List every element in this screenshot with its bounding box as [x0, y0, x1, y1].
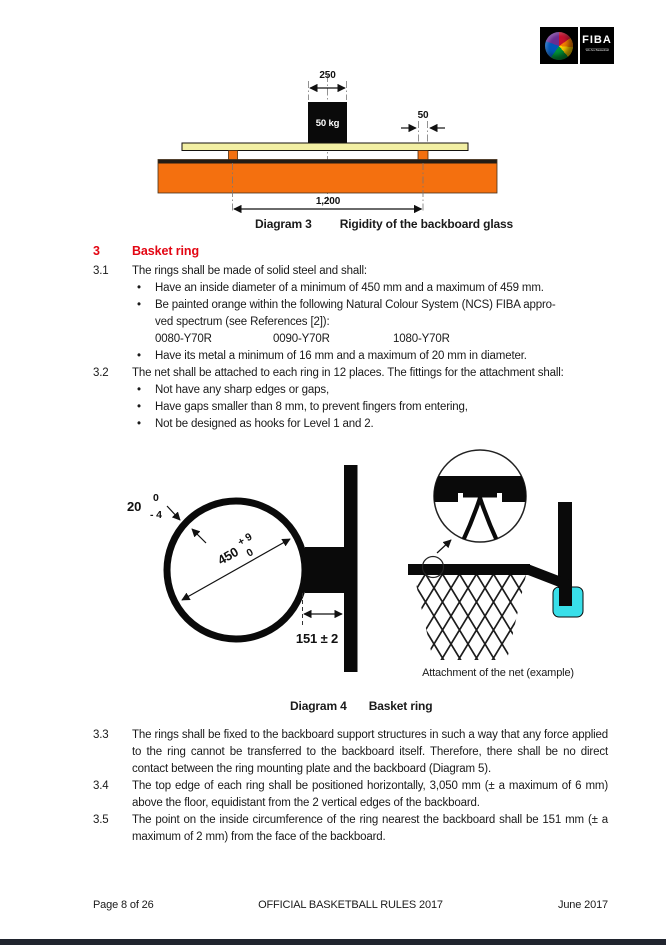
bullet-text: Have gaps smaller than 8 mm, to prevent fingers from entering, — [155, 401, 468, 413]
section-title: Basket ring — [132, 244, 199, 258]
diagram3-caption — [255, 217, 513, 231]
diagram3-caption-text: Rigidity of the backboard glass — [339, 217, 514, 231]
diagram4-ring-figure — [120, 450, 370, 685]
bullet-text: Not have any sharp edges or gaps, — [155, 384, 330, 396]
backboard-bar — [558, 502, 572, 588]
dim-label-450-tol-top: + 9 — [235, 530, 255, 549]
ncs-code: 0080-Y70R — [155, 333, 212, 345]
bullet-text-line1: Be painted orange within the following Natural Colour System (NCS) FIBA appro- — [155, 299, 556, 311]
rule-text: The rings shall be made of solid steel and shall: — [132, 265, 367, 277]
section-heading — [93, 243, 608, 260]
footer-title: OFFICIAL BASKETBALL RULES 2017 — [258, 899, 443, 911]
rule-number: 3.2 — [93, 367, 109, 379]
bullet-text: Have its metal a minimum of 16 mm and a maximum of 20 mm in diameter. — [155, 350, 527, 362]
ncs-code: 1080-Y70R — [393, 333, 450, 345]
diagram4-net-figure — [400, 448, 600, 663]
fiba-tagline: We Are Basketball — [585, 49, 609, 52]
bullet-item — [132, 348, 608, 365]
ncs-codes-row — [155, 331, 608, 348]
diagram4-caption-label: Diagram 4 — [290, 699, 347, 713]
rule-text: The point on the inside circumference of the ring nearest the backboard shall be 151 mm (± a maximum of 2 mm) from the face of the backboard. — [132, 814, 608, 843]
bullet-item — [132, 382, 608, 399]
dim-label-450-tol-bottom: 0 — [244, 546, 256, 560]
attachment-caption: Attachment of the net (example) — [422, 667, 574, 679]
dim-label-151: 151 ± 2 — [295, 631, 339, 646]
net-mesh — [408, 575, 533, 663]
dim-label-250: 250 — [319, 70, 336, 81]
diagram3-figure — [150, 63, 520, 215]
rules-section-bottom — [93, 727, 608, 846]
weight-label: 50 kg — [315, 118, 340, 129]
base-top-stripe — [158, 160, 497, 164]
bullet-text: Have an inside diameter of a minimum of 450 mm and a maximum of 459 mm. — [155, 282, 544, 294]
dim-label-450: 450 — [214, 544, 241, 568]
bullet-dot: • — [137, 350, 141, 362]
rule-number: 3.3 — [93, 729, 109, 741]
rule-3-5 — [93, 812, 608, 846]
glass-panel — [182, 143, 468, 151]
rule-text: The rings shall be fixed to the backboard support structures in such a way that any force applied to the ring cannot be transferred to the backboard itself. Therefore, there shall be no direct contact between the ring mounting plate and the backboard (Diagram 5). — [132, 729, 608, 775]
dim-arrow-diameter — [182, 539, 290, 600]
ncs-code: 0090-Y70R — [273, 333, 330, 345]
bullet-dot: • — [137, 401, 141, 413]
bullet-item — [132, 297, 608, 348]
callout-arrow — [437, 540, 451, 553]
diagram3-caption-label: Diagram 3 — [255, 217, 312, 231]
bullet-item — [132, 416, 608, 433]
dim-label-50: 50 — [417, 110, 429, 121]
dim-label-1200: 1,200 — [315, 196, 341, 207]
fiba-logo — [540, 27, 614, 64]
section-number: 3 — [93, 244, 100, 258]
diagram4-caption-text: Basket ring — [368, 699, 433, 713]
support-left — [229, 151, 238, 161]
footer-date: June 2017 — [557, 899, 608, 911]
rule-3-2 — [93, 365, 608, 433]
bottom-bar — [0, 939, 666, 945]
fiba-globe-icon — [545, 32, 573, 60]
dim-label-20-tol-top: 0 — [153, 492, 159, 504]
bullet-dot: • — [137, 418, 141, 430]
fiba-wordmark-box — [580, 27, 614, 64]
bullet-item — [132, 280, 608, 297]
bullet-dot: • — [137, 299, 141, 311]
fiba-globe-box — [540, 27, 578, 64]
rule-text: The net shall be attached to each ring in 12 places. The fittings for the attachment shall: — [132, 367, 564, 379]
footer-page-number: Page 8 of 26 — [93, 899, 154, 911]
diagram4-caption — [290, 699, 432, 713]
dim-label-20-tol-bottom: - 4 — [150, 509, 162, 521]
base-block — [158, 164, 497, 194]
bullet-text-line2: ved spectrum (see References [2]): — [155, 316, 330, 328]
page-footer — [93, 899, 608, 911]
bullet-dot: • — [137, 384, 141, 396]
rule-number: 3.4 — [93, 780, 109, 792]
rule-number: 3.5 — [93, 814, 109, 826]
bullet-text: Not be designed as hooks for Level 1 and 2. — [155, 418, 374, 430]
mounting-plate — [305, 547, 345, 593]
backboard-bar — [344, 465, 358, 672]
bullet-dot: • — [137, 282, 141, 294]
rule-3-1 — [93, 263, 608, 365]
rule-3-4 — [93, 778, 608, 812]
dim-arrow-tube-outer — [167, 506, 180, 520]
dim-arrow-tube-inner — [192, 529, 206, 543]
rules-section-top — [93, 243, 608, 433]
rule-text: The top edge of each ring shall be positioned horizontally, 3,050 mm (± a maximum of 6 mm) above the floor, equidistant from the 2 vertical edges of the backboard. — [132, 780, 608, 809]
fiba-brand-text: FIBA — [582, 34, 612, 46]
bullet-item — [132, 399, 608, 416]
rule-3-3 — [93, 727, 608, 778]
rim-bar — [408, 564, 530, 575]
support-right — [418, 151, 428, 161]
rule-number: 3.1 — [93, 265, 109, 277]
dim-label-diameter-group — [213, 531, 262, 574]
dim-label-20: 20 — [127, 499, 142, 514]
